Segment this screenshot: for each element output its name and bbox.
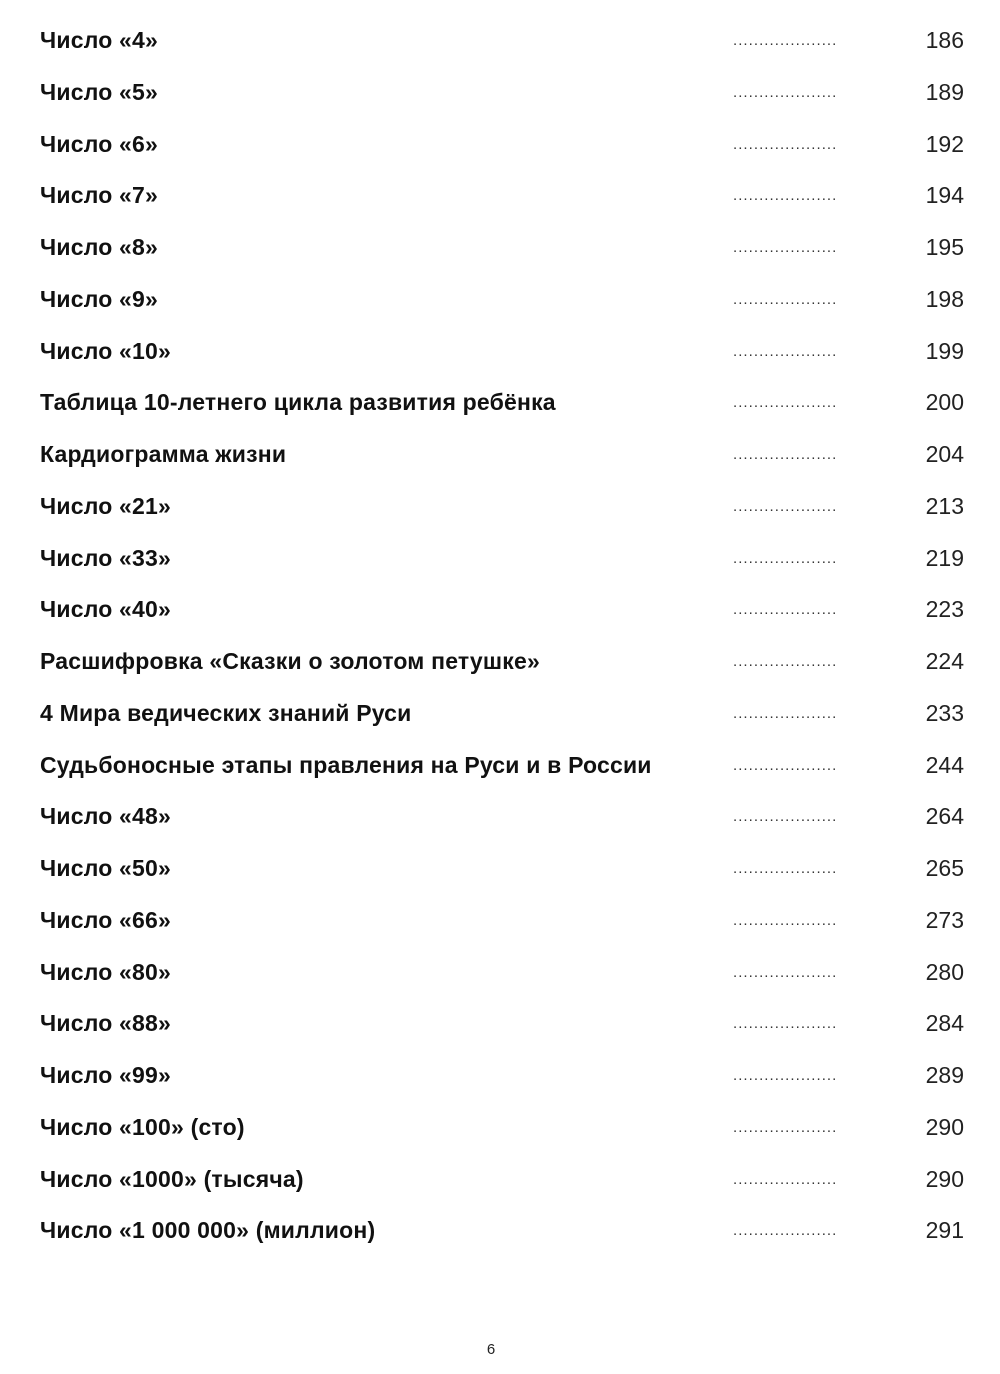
toc-leader-dots: .................... [733,963,838,981]
toc-entry-page: 284 [925,1010,964,1037]
toc-leader-dots: .................... [733,394,838,412]
toc-entry-title: Число «1 000 000» (миллион) [40,1217,376,1244]
toc-leader-dots: .................... [733,653,838,670]
toc-entry-page: 273 [925,906,964,933]
toc-entry-page: 194 [925,182,964,209]
toc-entry-page: 224 [925,648,964,674]
toc-leader-dots: .................... [733,497,838,515]
toc-entry-title: Число «100» (сто) [40,1113,245,1140]
toc-entry-title: Число «10» [40,337,172,364]
toc-entry-title: Число «80» [40,958,172,985]
toc-leader-dots: .................... [733,1170,838,1188]
toc-entry [0,844,1000,896]
toc-leader-dots: .................... [733,704,838,722]
toc-leader-dots: .................... [733,1015,838,1033]
toc-leader-dots: .................... [733,135,838,153]
toc-entry-page: 223 [925,596,964,623]
toc-entry [0,378,1000,430]
toc-entry-page: 244 [925,751,964,778]
toc-entry-title: Число «9» [40,285,159,312]
toc-leader-dots: .................... [733,290,838,308]
toc-entry-page: 195 [925,234,964,260]
toc-entry [0,689,1000,741]
toc-entry-page: 264 [925,803,964,830]
toc-entry [0,68,1000,120]
toc-entry-title: Расшифровка «Сказки о золотом петушке» [40,648,540,674]
toc-entry-page: 290 [925,1113,964,1140]
toc-entry-page: 213 [925,492,964,519]
toc-leader-dots: .................... [733,1222,838,1240]
toc-entry-page: 192 [925,130,964,157]
toc-entry [0,1155,1000,1207]
toc-leader-dots: .................... [733,342,838,360]
toc-leader-dots: .................... [733,860,838,877]
toc-leader-dots: .................... [733,601,838,619]
page-number: 6 [486,1341,496,1358]
toc-entry [0,327,1000,379]
toc-entry-page: 280 [925,958,964,985]
toc-entry [0,999,1000,1051]
toc-entry-title: Число «7» [40,182,159,209]
toc-entry-page: 189 [925,78,964,105]
toc-entry-title: Число «5» [40,78,159,105]
toc-entry-title: Число «40» [40,596,172,623]
toc-leader-dots: .................... [733,83,838,101]
toc-entry [0,792,1000,844]
toc-entry [0,1206,1000,1258]
toc-entry-title: Число «6» [40,130,159,157]
table-of-contents [0,16,1000,1258]
toc-entry [0,741,1000,793]
toc-entry-title: Число «33» [40,544,172,571]
toc-entry-title: Число «21» [40,492,172,519]
toc-entry-title: Число «48» [40,803,172,830]
toc-entry [0,482,1000,534]
toc-entry-title: Судьбоносные этапы правления на Руси и в России [40,751,652,778]
toc-leader-dots: .................... [733,32,838,49]
toc-leader-dots: .................... [733,1118,838,1136]
toc-entry-page: 265 [925,855,964,881]
toc-entry-page: 289 [925,1062,964,1088]
toc-entry [0,16,1000,68]
toc-entry-page: 204 [925,441,964,467]
toc-entry [0,896,1000,948]
toc-entry-page: 291 [925,1217,964,1244]
toc-leader-dots: .................... [733,1067,838,1084]
toc-entry-page: 200 [925,389,964,416]
toc-entry [0,430,1000,482]
toc-leader-dots: .................... [733,446,838,463]
toc-entry [0,585,1000,637]
toc-leader-dots: .................... [733,239,838,256]
toc-entry-title: Число «8» [40,234,159,260]
toc-entry [0,223,1000,275]
toc-entry-title: Число «99» [40,1062,172,1088]
toc-entry-page: 186 [925,27,964,53]
toc-entry-page: 219 [925,544,964,571]
toc-entry-page: 198 [925,285,964,312]
toc-entry-title: Число «1000» (тысяча) [40,1165,304,1192]
toc-leader-dots: .................... [733,187,838,205]
toc-entry-title: Число «4» [40,27,159,53]
toc-entry-page: 290 [925,1165,964,1192]
toc-entry-title: Кардиограмма жизни [40,441,287,467]
toc-entry-title: Число «88» [40,1010,172,1037]
toc-entry-page: 233 [925,699,964,726]
toc-leader-dots: .................... [733,756,838,774]
toc-entry [0,171,1000,223]
toc-entry-page: 199 [925,337,964,364]
toc-entry-title: 4 Мира ведических знаний Руси [40,699,412,726]
toc-entry [0,1051,1000,1103]
toc-entry [0,275,1000,327]
toc-leader-dots: .................... [733,911,838,929]
toc-entry-title: Число «50» [40,855,172,881]
toc-leader-dots: .................... [733,808,838,826]
toc-entry [0,1103,1000,1155]
toc-entry-title: Таблица 10-летнего цикла развития ребёнка [40,389,556,416]
toc-leader-dots: .................... [733,549,838,567]
toc-entry [0,637,1000,689]
toc-entry [0,534,1000,586]
toc-entry [0,948,1000,1000]
toc-entry-title: Число «66» [40,906,172,933]
toc-entry [0,120,1000,172]
